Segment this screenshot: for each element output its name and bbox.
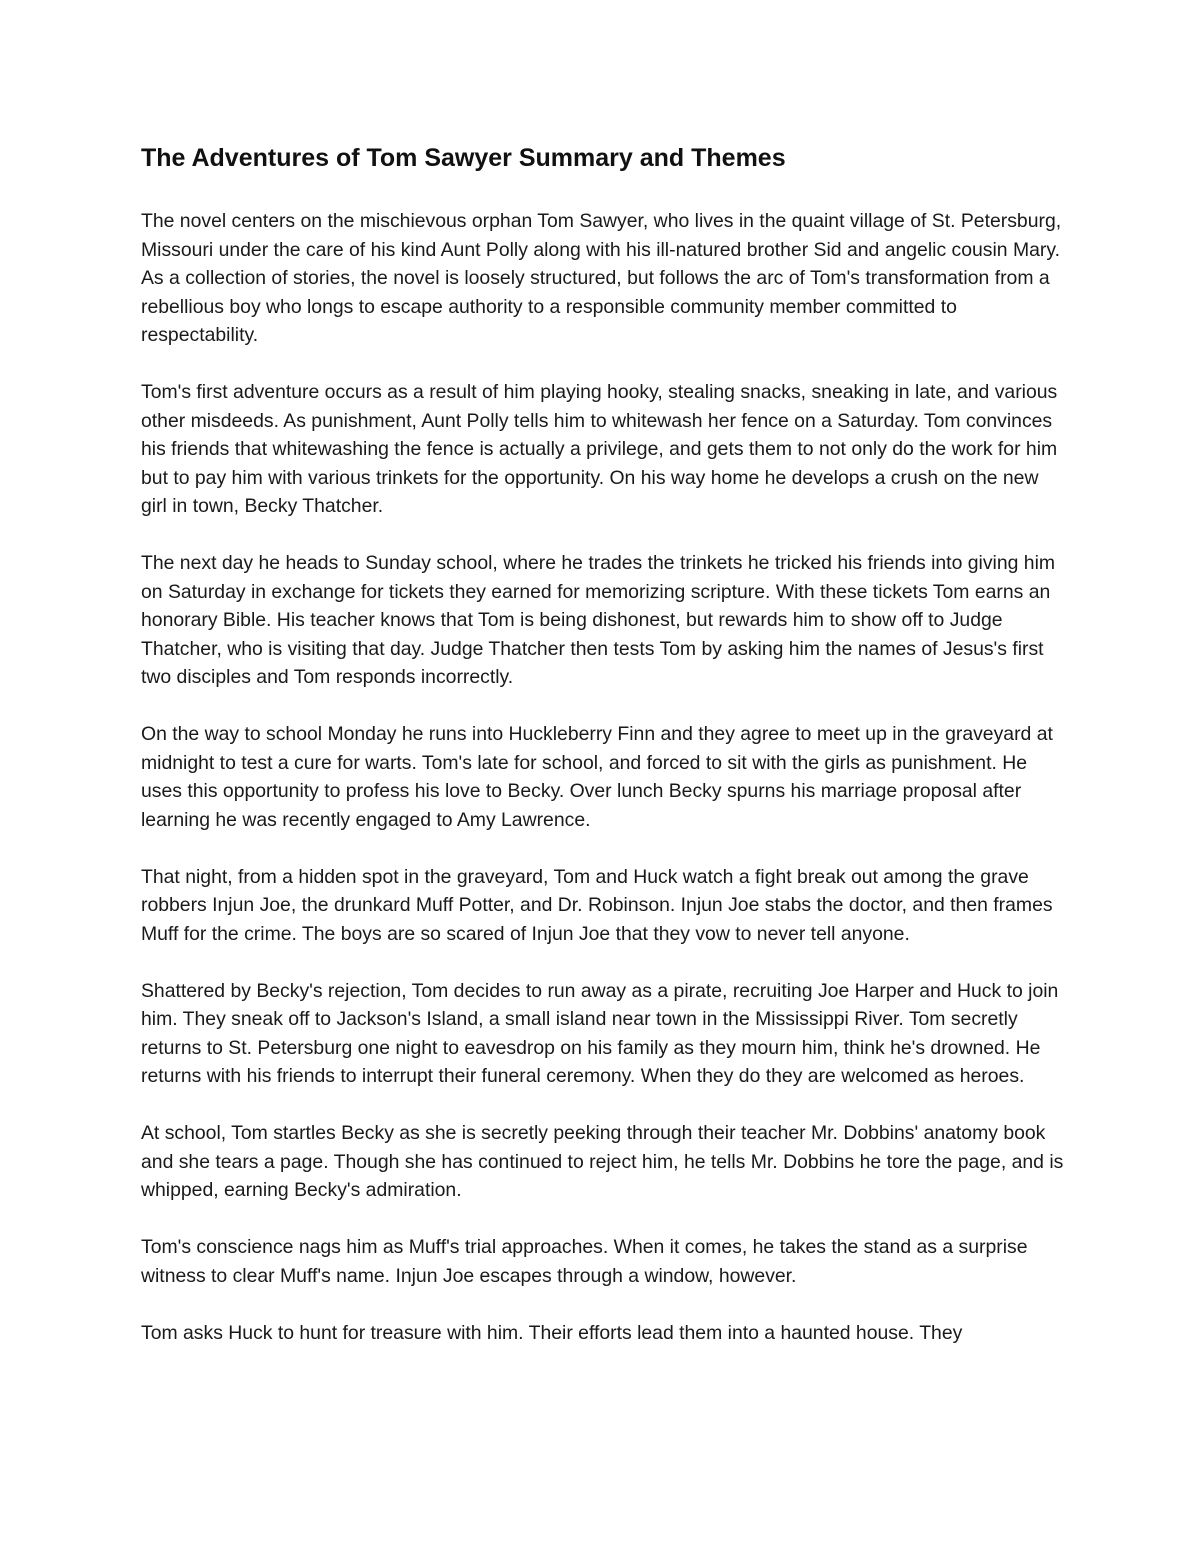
document-title: The Adventures of Tom Sawyer Summary and Themes (141, 144, 786, 172)
document-body (141, 141, 1066, 1376)
paragraph-8: Tom's conscience nags him as Muff's trial approaches. When it comes, he takes the stand as a surprise witness to clear Muff's name. Injun Joe escapes through a window, however. (141, 1236, 1028, 1287)
paragraph-5: That night, from a hidden spot in the graveyard, Tom and Huck watch a fight break out among the grave robbers Injun Joe, the drunkard Muff Potter, and Dr. Robinson. Injun Joe stabs the doctor, and then frames Muff for the crime. The boys are so scared of Injun Joe that they vow to never tell anyone. (141, 865, 1053, 945)
paragraph-3: The next day he heads to Sunday school, where he trades the trinkets he tricked his friends into giving him on Saturday in exchange for tickets they earned for memorizing scripture. With these tickets Tom earns an honorary Bible. His teacher knows that Tom is being dishonest, but rewards him to show off to Judge Thatcher, who is visiting that day. Judge Thatcher then tests Tom by asking him the names of Jesus's first two disciples and Tom responds incorrectly. (141, 552, 1056, 688)
paragraph-9: Tom asks Huck to hunt for treasure with him. Their efforts lead them into a haunted house. They (141, 1321, 963, 1344)
paragraph-2: Tom's first adventure occurs as a result of him playing hooky, stealing snacks, sneaking in late, and various other misdeeds. As punishment, Aunt Polly tells him to whitewash her fence on a Saturday. Tom convinces his friends that whitewashing the fence is actually a privilege, and gets them to not only do the work for him but to pay him with various trinkets for the opportunity. On his way home he develops a crush on the new girl in town, Becky Thatcher. (141, 381, 1058, 517)
paragraph-6: Shattered by Becky's rejection, Tom decides to run away as a pirate, recruiting Joe Harper and Huck to join him. They sneak off to Jackson's Island, a small island near town in the Mississippi River. Tom secretly returns to St. Petersburg one night to eavesdrop on his family as they mourn him, think he's drowned. He returns with his friends to interrupt their funeral ceremony. When they do they are welcomed as heroes. (141, 979, 1059, 1087)
paragraph-1: The novel centers on the mischievous orphan Tom Sawyer, who lives in the quaint village of St. Petersburg, Missouri under the care of his kind Aunt Polly along with his ill-natured brother Sid and angelic cousin Mary. As a collection of stories, the novel is loosely structured, but follows the arc of Tom's transformation from a rebellious boy who longs to escape authority to a responsible community member committed to respectability. (141, 210, 1062, 346)
paragraph-7: At school, Tom startles Becky as she is secretly peeking through their teacher Mr. Dobbins' anatomy book and she tears a page. Though she has continued to reject him, he tells Mr. Dobbins he tore the page, and is whipped, earning Becky's admiration. (141, 1122, 1064, 1201)
paragraph-4: On the way to school Monday he runs into Huckleberry Finn and they agree to meet up in the graveyard at midnight to test a cure for warts. Tom's late for school, and forced to sit with the girls as punishment. He uses this opportunity to profess his love to Becky. Over lunch Becky spurns his marriage proposal after learning he was recently engaged to Amy Lawrence. (141, 723, 1053, 831)
